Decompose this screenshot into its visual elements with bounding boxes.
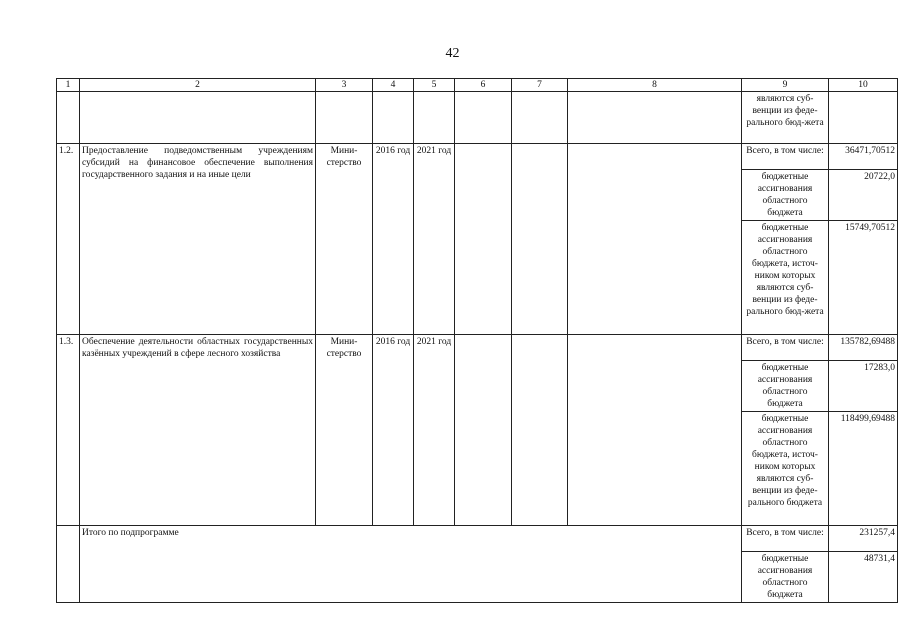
measure-name: Предоставление подведомственным учреждениям субсидий на финансовое обеспечение выполнения государственного задания и на иные цели xyxy=(80,144,316,335)
table-row-1-3 xyxy=(57,335,898,361)
total-label: Итого по подпрограмме xyxy=(80,526,742,603)
source-value: 20722,0 xyxy=(829,170,898,221)
header-col-10: 10 xyxy=(829,79,898,92)
table-row-continuation xyxy=(57,92,898,144)
header-col-5: 5 xyxy=(414,79,455,92)
header-col-3: 3 xyxy=(316,79,373,92)
source-value: 118499,69488 xyxy=(829,412,898,526)
source-label: Всего, в том числе: xyxy=(742,144,829,170)
source-label: бюджетные ассигнования областного бюджета xyxy=(742,361,829,412)
end-year: 2021 год xyxy=(414,144,455,335)
source-value: 135782,69488 xyxy=(829,335,898,361)
header-col-8: 8 xyxy=(568,79,742,92)
executor: Мини-стерство xyxy=(316,335,373,526)
header-col-7: 7 xyxy=(512,79,568,92)
source-label: бюджетные ассигнования областного бюджета xyxy=(742,552,829,603)
header-col-9: 9 xyxy=(742,79,829,92)
source-value: 15749,70512 xyxy=(829,221,898,335)
source-label: бюджетные ассигнования областного бюджета, источ-ником которых являются суб-венции из феде-рального бюд-жета xyxy=(742,221,829,335)
source-label: бюджетные ассигнования областного бюджета, источ-ником которых являются суб-венции из феде-рального бюджета xyxy=(742,412,829,526)
header-col-4: 4 xyxy=(373,79,414,92)
header-col-1: 1 xyxy=(57,79,80,92)
table-row-1-2 xyxy=(57,144,898,170)
row-number: 1.2. xyxy=(57,144,80,335)
table-row-total xyxy=(57,526,898,552)
start-year: 2016 год xyxy=(373,144,414,335)
continuation-source-label: являются суб-венции из феде-рального бюд-жета xyxy=(742,92,829,144)
measure-name: Обеспечение деятельности областных государственных казённых учреждений в сфере лесного хозяйства xyxy=(80,335,316,526)
start-year: 2016 год xyxy=(373,335,414,526)
source-label: Всего, в том числе: xyxy=(742,335,829,361)
source-value: 231257,4 xyxy=(829,526,898,552)
executor: Мини-стерство xyxy=(316,144,373,335)
source-value: 36471,70512 xyxy=(829,144,898,170)
header-col-2: 2 xyxy=(80,79,316,92)
header-col-6: 6 xyxy=(455,79,512,92)
end-year: 2021 год xyxy=(414,335,455,526)
source-label: Всего, в том числе: xyxy=(742,526,829,552)
source-value: 48731,4 xyxy=(829,552,898,603)
table-header xyxy=(57,79,898,92)
row-number: 1.3. xyxy=(57,335,80,526)
source-label: бюджетные ассигнования областного бюджета xyxy=(742,170,829,221)
budget-table xyxy=(56,78,898,603)
source-value: 17283,0 xyxy=(829,361,898,412)
page-number: 42 xyxy=(445,46,460,61)
